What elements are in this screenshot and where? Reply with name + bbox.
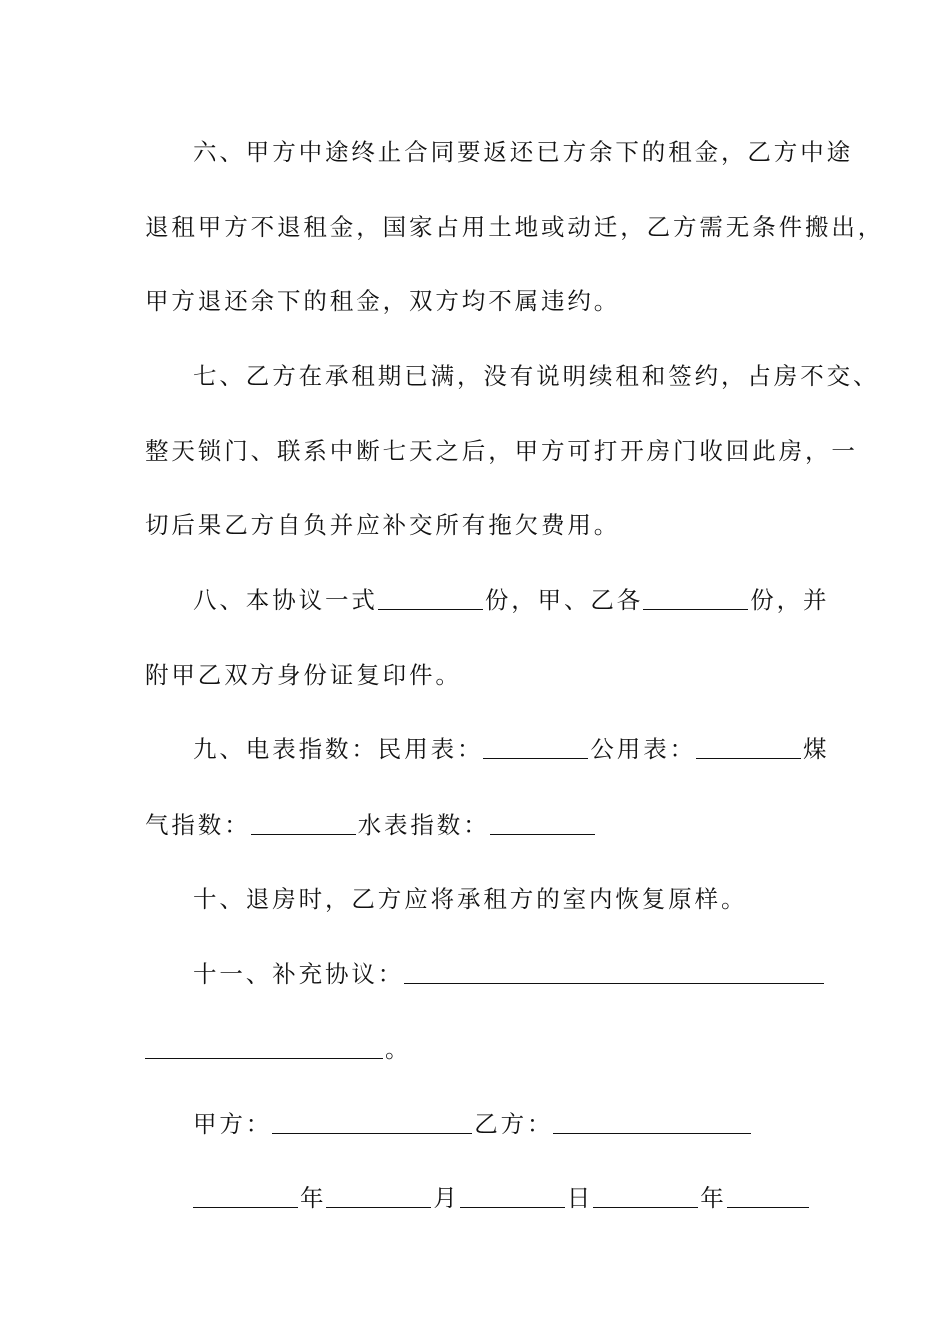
public-meter-blank[interactable]: [696, 736, 801, 759]
year-label: 年: [300, 1184, 327, 1212]
clause-eleven-line-2: [145, 1034, 810, 1064]
clause-eight-text-2: 份，甲、乙各: [484, 586, 644, 614]
gas-meter-blank[interactable]: [251, 812, 356, 835]
clause-eleven-line-1: [145, 959, 810, 989]
clause-eleven-end: 。: [385, 1035, 412, 1063]
supplementary-agreement-blank-2[interactable]: [145, 1036, 383, 1059]
water-meter-blank[interactable]: [490, 812, 595, 835]
copies-each-blank[interactable]: [643, 587, 748, 610]
month-blank[interactable]: [326, 1185, 431, 1208]
clause-nine-text-3: 煤: [803, 735, 830, 763]
clause-six-line-1: 六、甲方中途终止合同要返还已方余下的租金，乙方中途: [193, 138, 853, 166]
clause-eight-text-1: 八、本协议一式: [193, 586, 378, 614]
clause-eleven-text-1: 十一、补充协议：: [193, 960, 405, 988]
party-b-label: 乙方：: [474, 1110, 554, 1138]
clause-nine-line-2: [145, 810, 810, 840]
clause-nine-text-5: 水表指数：: [357, 811, 490, 839]
party-b-blank[interactable]: [553, 1111, 751, 1134]
copies-total-blank[interactable]: [378, 587, 483, 610]
clause-seven-line-3: 切后果乙方自负并应补交所有拖欠费用。: [145, 511, 621, 539]
party-a-label: 甲方：: [193, 1110, 273, 1138]
clause-six-line-2: 退租甲方不退租金，国家占用土地或动迁，乙方需无条件搬出，: [145, 213, 885, 241]
clause-nine-text-2: 公用表：: [590, 735, 697, 763]
clause-eight-text-3: 份，并: [750, 586, 830, 614]
supplementary-agreement-blank[interactable]: [404, 961, 824, 984]
day-blank[interactable]: [460, 1185, 565, 1208]
clause-nine-text-4: 气指数：: [145, 811, 251, 839]
clause-nine-line-1: [145, 734, 830, 764]
year-blank[interactable]: [193, 1185, 298, 1208]
month-label: 月: [433, 1184, 460, 1212]
year-blank-2[interactable]: [593, 1185, 698, 1208]
clause-nine-text-1: 九、电表指数：民用表：: [193, 735, 484, 763]
clause-eight-line-1: [145, 585, 830, 615]
trailing-blank[interactable]: [727, 1185, 809, 1208]
clause-eight-line-2: 附甲乙双方身份证复印件。: [145, 661, 462, 689]
day-label: 日: [566, 1184, 594, 1212]
residential-meter-blank[interactable]: [483, 736, 588, 759]
clause-ten-line-1: 十、退房时，乙方应将承租方的室内恢复原样。: [193, 885, 748, 913]
signature-line: [145, 1109, 810, 1139]
clause-seven-line-1: 七、乙方在承租期已满，没有说明续租和签约，占房不交、: [193, 362, 880, 390]
clause-six-line-3: 甲方退还余下的租金，双方均不属违约。: [145, 287, 621, 315]
clause-seven-line-2: 整天锁门、联系中断七天之后，甲方可打开房门收回此房，一: [145, 437, 858, 465]
party-a-blank[interactable]: [272, 1111, 472, 1134]
date-line: [145, 1183, 810, 1213]
year-label-2: 年: [700, 1184, 727, 1212]
